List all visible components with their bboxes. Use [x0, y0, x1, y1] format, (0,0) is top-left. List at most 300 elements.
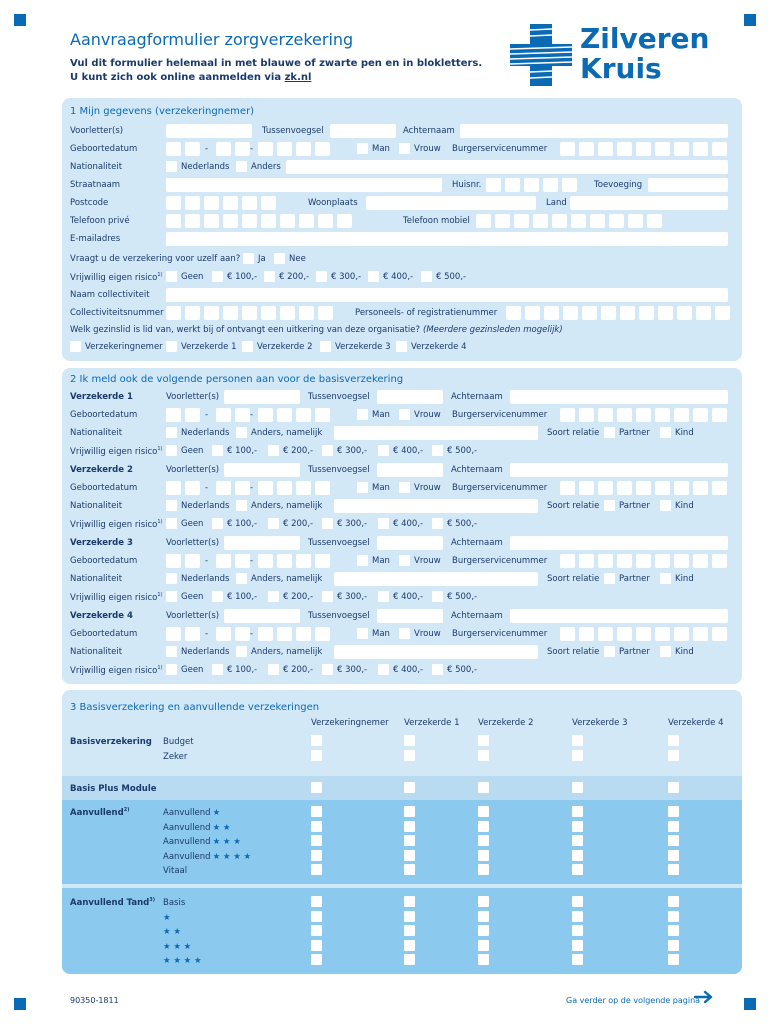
basis-option-0-col4-checkbox[interactable]: [668, 735, 679, 746]
basis-option-0-col2-checkbox[interactable]: [478, 735, 489, 746]
v1-nationaliteit-anders-input[interactable]: [334, 426, 538, 440]
collectiviteitsnummer-cell[interactable]: [318, 306, 333, 320]
tand-option-3-col0-checkbox[interactable]: [311, 940, 322, 951]
v4-bsn-cell[interactable]: [579, 627, 594, 641]
tand-option-4-col3-checkbox[interactable]: [572, 954, 583, 965]
aanvullend-option-1-col1-checkbox[interactable]: [404, 821, 415, 832]
telefoon-mobiel-cell[interactable]: [552, 214, 567, 228]
v4-geboortedatum-year-cell[interactable]: [258, 627, 273, 641]
bsn-cell[interactable]: [579, 142, 594, 156]
tand-option-4-col2-checkbox[interactable]: [478, 954, 489, 965]
telefoon-mobiel-cell[interactable]: [476, 214, 491, 228]
v3-bsn-cell[interactable]: [636, 554, 651, 568]
telefoon-mobiel-cell[interactable]: [533, 214, 548, 228]
aanvullend-option-0-col0-checkbox[interactable]: [311, 806, 322, 817]
basis-option-1-col4-checkbox[interactable]: [668, 750, 679, 761]
v3-bsn-cell[interactable]: [674, 554, 689, 568]
v1-eigen-risico-geen-checkbox[interactable]: [166, 445, 177, 456]
aanvullend-option-0-col4-checkbox[interactable]: [668, 806, 679, 817]
basis-option-1-col2-checkbox[interactable]: [478, 750, 489, 761]
aanvullend-option-3-col4-checkbox[interactable]: [668, 850, 679, 861]
v4-nationaliteit-nederlands-checkbox[interactable]: [166, 646, 177, 657]
v4-bsn-cell[interactable]: [617, 627, 632, 641]
v3-nationaliteit-nederlands-checkbox[interactable]: [166, 573, 177, 584]
v2-bsn-cell[interactable]: [655, 481, 670, 495]
v3-achternaam-input[interactable]: [510, 536, 728, 550]
basis-option-1-col0-checkbox[interactable]: [311, 750, 322, 761]
v1-eigen-risico-er200-checkbox[interactable]: [268, 445, 279, 456]
v4-nationaliteit-anders-checkbox[interactable]: [236, 646, 247, 657]
personeelsnummer-cell[interactable]: [677, 306, 692, 320]
tand-option-1-col4-checkbox[interactable]: [668, 911, 679, 922]
aanvullend-option-4-col1-checkbox[interactable]: [404, 864, 415, 875]
v3-geboortedatum-year-cell[interactable]: [258, 554, 273, 568]
gezinslid-verzekerde-3-label: Verzekerde 3: [335, 342, 391, 352]
v3-geboortedatum-year-cell[interactable]: [315, 554, 330, 568]
telefoon-mobiel-cell[interactable]: [495, 214, 510, 228]
v2-eigen-risico-er300-checkbox[interactable]: [322, 518, 333, 529]
collectiviteitsnummer-cell[interactable]: [223, 306, 238, 320]
v3-tussenvoegsel-input[interactable]: [377, 536, 443, 550]
v1-geboortedatum-year-cell[interactable]: [315, 408, 330, 422]
v1-geboortedatum-year-cell[interactable]: [277, 408, 292, 422]
v2-geboortedatum-month-cell[interactable]: [235, 481, 250, 495]
v2-bsn-cell[interactable]: [693, 481, 708, 495]
personeelsnummer-cell[interactable]: [658, 306, 673, 320]
tand-option-2-col3-checkbox[interactable]: [572, 925, 583, 936]
tand-option-0-col1-checkbox[interactable]: [404, 896, 415, 907]
v3-eigen-risico-er500-checkbox[interactable]: [432, 591, 443, 602]
v2-bsn-cell[interactable]: [674, 481, 689, 495]
v3-eigen-risico-er300-checkbox[interactable]: [322, 591, 333, 602]
v2-geboortedatum-day-cell[interactable]: [166, 481, 181, 495]
v1-bsn-cell[interactable]: [693, 408, 708, 422]
v2-eigen-risico-geen-checkbox[interactable]: [166, 518, 177, 529]
v2-eigen-risico-er100-checkbox[interactable]: [212, 518, 223, 529]
bsn-cell[interactable]: [712, 142, 727, 156]
email-input[interactable]: [166, 232, 728, 246]
v3-eigen-risico-er200-checkbox[interactable]: [268, 591, 279, 602]
v3-bsn-cell[interactable]: [693, 554, 708, 568]
v2-tussenvoegsel-input[interactable]: [377, 463, 443, 477]
postcode-cell[interactable]: [166, 196, 181, 210]
v2-nationaliteit-anders-input[interactable]: [334, 499, 538, 513]
tussenvoegsel-input[interactable]: [330, 124, 396, 138]
land-input[interactable]: [570, 196, 728, 210]
huisnr-cell[interactable]: [562, 178, 577, 192]
v3-bsn-cell[interactable]: [579, 554, 594, 568]
v1-bsn-cell[interactable]: [655, 408, 670, 422]
eigen-risico-er200-checkbox[interactable]: [264, 271, 275, 282]
v1-soort-relatie-label: Soort relatie: [547, 428, 600, 438]
tand-option-4-col4-checkbox[interactable]: [668, 954, 679, 965]
bsn-cell[interactable]: [560, 142, 575, 156]
naam-collectiviteit-input[interactable]: [166, 288, 728, 302]
gezinslid-verzekerde-3-checkbox[interactable]: [320, 341, 331, 352]
eigen-risico-er100-checkbox[interactable]: [212, 271, 223, 282]
v4-eigen-risico-er200-checkbox[interactable]: [268, 664, 279, 675]
basis-option-0-col1-checkbox[interactable]: [404, 735, 415, 746]
v3-nationaliteit-anders-checkbox[interactable]: [236, 573, 247, 584]
v1-eigen-risico-er400-checkbox[interactable]: [378, 445, 389, 456]
v1-geboortedatum-year-cell[interactable]: [258, 408, 273, 422]
v3-bsn-cell[interactable]: [712, 554, 727, 568]
v1-bsn-cell[interactable]: [636, 408, 651, 422]
telefoon-mobiel-cell[interactable]: [590, 214, 605, 228]
v4-geboortedatum-year-cell[interactable]: [277, 627, 292, 641]
tand-option-4-col0-checkbox[interactable]: [311, 954, 322, 965]
v2-eigen-risico-er400-checkbox[interactable]: [378, 518, 389, 529]
v1-nationaliteit-anders-checkbox[interactable]: [236, 427, 247, 438]
huisnr-cell[interactable]: [486, 178, 501, 192]
v2-eigen-risico-er200-checkbox[interactable]: [268, 518, 279, 529]
v4-achternaam-input[interactable]: [510, 609, 728, 623]
tand-option-0-col4-checkbox[interactable]: [668, 896, 679, 907]
geboortedatum-year-cell[interactable]: [315, 142, 330, 156]
aanvullend-option-3-col3-checkbox[interactable]: [572, 850, 583, 861]
gezinslid-verzekerde-2-checkbox[interactable]: [242, 341, 253, 352]
eigen-risico-er400-checkbox[interactable]: [368, 271, 379, 282]
v2-relatie-kind-checkbox[interactable]: [660, 500, 671, 511]
bsn-cell[interactable]: [674, 142, 689, 156]
bsn-cell[interactable]: [655, 142, 670, 156]
aanvullend-option-4-col2-checkbox[interactable]: [478, 864, 489, 875]
v4-bsn-cell[interactable]: [598, 627, 613, 641]
aanvullend-option-2-col3-checkbox[interactable]: [572, 835, 583, 846]
v4-geboortedatum-month-cell[interactable]: [216, 627, 231, 641]
tand-option-2-col1-checkbox[interactable]: [404, 925, 415, 936]
woonplaats-input[interactable]: [366, 196, 536, 210]
aanvullend-option-4-col4-checkbox[interactable]: [668, 864, 679, 875]
v3-bsn-cell[interactable]: [617, 554, 632, 568]
aanvullend-option-1-col3-checkbox[interactable]: [572, 821, 583, 832]
aanvullend-option-0-col2-checkbox[interactable]: [478, 806, 489, 817]
v1-geboortedatum-month-cell[interactable]: [235, 408, 250, 422]
gender-man-checkbox[interactable]: [357, 143, 368, 154]
basis-option-1-col3-checkbox[interactable]: [572, 750, 583, 761]
v1-relatie-kind-checkbox[interactable]: [660, 427, 671, 438]
v2-relatie-partner-checkbox[interactable]: [604, 500, 615, 511]
aanvullend-option-1-col2-checkbox[interactable]: [478, 821, 489, 832]
telefoon-mobiel-cell[interactable]: [571, 214, 586, 228]
tand-option-3-col1-checkbox[interactable]: [404, 940, 415, 951]
v1-geboortedatum-year-cell[interactable]: [296, 408, 311, 422]
v1-bsn-cell[interactable]: [598, 408, 613, 422]
postcode-cell[interactable]: [204, 196, 219, 210]
v4-eigen-risico-er300-checkbox[interactable]: [322, 664, 333, 675]
tand-option-3-col4-checkbox[interactable]: [668, 940, 679, 951]
personeelsnummer-cell[interactable]: [601, 306, 616, 320]
v4-geboortedatum-year-cell[interactable]: [315, 627, 330, 641]
tand-option-0-col0-checkbox[interactable]: [311, 896, 322, 907]
geboortedatum-month-cell[interactable]: [216, 142, 231, 156]
aanvullend-option-2-col1-checkbox[interactable]: [404, 835, 415, 846]
v3-eigen-risico-er500-label: € 500,-: [447, 592, 478, 602]
collectiviteitsnummer-cell[interactable]: [280, 306, 295, 320]
v4-geboortedatum-month-cell[interactable]: [235, 627, 250, 641]
v4-bsn-cell[interactable]: [636, 627, 651, 641]
eigen-risico-er500-checkbox[interactable]: [421, 271, 432, 282]
telefoon-prive-cell[interactable]: [337, 214, 352, 228]
v3-bsn-cell[interactable]: [655, 554, 670, 568]
v1-geboortedatum-day-cell[interactable]: [166, 408, 181, 422]
v4-tussenvoegsel-input[interactable]: [377, 609, 443, 623]
toevoeging-input[interactable]: [648, 178, 728, 192]
telefoon-prive-cell[interactable]: [318, 214, 333, 228]
tand-option-2-col2-checkbox[interactable]: [478, 925, 489, 936]
basis-option-1-col1-checkbox[interactable]: [404, 750, 415, 761]
personeelsnummer-cell[interactable]: [506, 306, 521, 320]
v3-geboortedatum-day-cell[interactable]: [185, 554, 200, 568]
aanvullend-option-4-col0-checkbox[interactable]: [311, 864, 322, 875]
personeelsnummer-cell[interactable]: [525, 306, 540, 320]
v3-voorletters-input[interactable]: [224, 536, 300, 550]
v3-relatie-partner-checkbox[interactable]: [604, 573, 615, 584]
v3-eigen-risico-er100-checkbox[interactable]: [212, 591, 223, 602]
v4-eigen-risico-er500-checkbox[interactable]: [432, 664, 443, 675]
v2-gender-man-checkbox[interactable]: [357, 482, 368, 493]
tand-option-1-col3-checkbox[interactable]: [572, 911, 583, 922]
v4-relatie-partner-checkbox[interactable]: [604, 646, 615, 657]
gezinslid-verzekeringnemer-checkbox[interactable]: [70, 341, 81, 352]
telefoon-mobiel-cell[interactable]: [609, 214, 624, 228]
v2-geboortedatum-year-cell[interactable]: [258, 481, 273, 495]
v4-bsn-cell[interactable]: [655, 627, 670, 641]
aanvullend-option-2-col2-checkbox[interactable]: [478, 835, 489, 846]
v1-eigen-risico-er100-checkbox[interactable]: [212, 445, 223, 456]
tand-option-1-col0-checkbox[interactable]: [311, 911, 322, 922]
v2-bsn-cell[interactable]: [560, 481, 575, 495]
huisnr-cell[interactable]: [505, 178, 520, 192]
v2-geboortedatum-year-cell[interactable]: [296, 481, 311, 495]
v1-gender-vrouw-checkbox[interactable]: [399, 409, 410, 420]
tand-option-0-col3-checkbox[interactable]: [572, 896, 583, 907]
v1-bsn-cell[interactable]: [674, 408, 689, 422]
personeelsnummer-cell[interactable]: [620, 306, 635, 320]
v3-gender-vrouw-checkbox[interactable]: [399, 555, 410, 566]
basis-option-0-col0-checkbox[interactable]: [311, 735, 322, 746]
v3-nationaliteit-anders-input[interactable]: [334, 572, 538, 586]
v4-bsn-cell[interactable]: [560, 627, 575, 641]
v4-geboortedatum-day-cell[interactable]: [185, 627, 200, 641]
tand-option-4-col1-checkbox[interactable]: [404, 954, 415, 965]
v3-geboortedatum-month-cell[interactable]: [235, 554, 250, 568]
geboortedatum-day-cell[interactable]: [166, 142, 181, 156]
telefoon-prive-cell[interactable]: [166, 214, 181, 228]
aanvullend-option-1-col0-checkbox[interactable]: [311, 821, 322, 832]
eigen-risico-geen-checkbox[interactable]: [166, 271, 177, 282]
v1-voorletters-input[interactable]: [224, 390, 300, 404]
nationaliteit-nederlands-checkbox[interactable]: [166, 161, 177, 172]
geboortedatum-day-cell[interactable]: [185, 142, 200, 156]
v1-eigen-risico-er500-checkbox[interactable]: [432, 445, 443, 456]
v3-eigen-risico-geen-checkbox[interactable]: [166, 591, 177, 602]
v1-tussenvoegsel-input[interactable]: [377, 390, 443, 404]
v2-voorletters-input[interactable]: [224, 463, 300, 477]
geboortedatum-year-cell[interactable]: [296, 142, 311, 156]
straatnaam-input[interactable]: [166, 178, 442, 192]
v3-gender-man-checkbox[interactable]: [357, 555, 368, 566]
postcode-cell[interactable]: [242, 196, 257, 210]
v2-geboortedatum-year-cell[interactable]: [277, 481, 292, 495]
v4-bsn-cell[interactable]: [693, 627, 708, 641]
telefoon-prive-cell[interactable]: [242, 214, 257, 228]
v2-gender-vrouw-checkbox[interactable]: [399, 482, 410, 493]
v2-bsn-cell[interactable]: [636, 481, 651, 495]
v4-eigen-risico-er100-checkbox[interactable]: [212, 664, 223, 675]
v3-eigen-risico-er400-checkbox[interactable]: [378, 591, 389, 602]
aanvullend-option-3-col2-checkbox[interactable]: [478, 850, 489, 861]
v1-eigen-risico-er300-checkbox[interactable]: [322, 445, 333, 456]
personeelsnummer-cell[interactable]: [696, 306, 711, 320]
collectiviteitsnummer-cell[interactable]: [185, 306, 200, 320]
geboortedatum-year-cell[interactable]: [277, 142, 292, 156]
v2-bsn-cell[interactable]: [712, 481, 727, 495]
telefoon-prive-cell[interactable]: [261, 214, 276, 228]
v2-eigen-risico-er500-checkbox[interactable]: [432, 518, 443, 529]
aanvullend-option-3-col1-checkbox[interactable]: [404, 850, 415, 861]
v2-geboortedatum-month-cell[interactable]: [216, 481, 231, 495]
bsn-cell[interactable]: [617, 142, 632, 156]
v3-geboortedatum-day-cell[interactable]: [166, 554, 181, 568]
v4-bsn-cell[interactable]: [712, 627, 727, 641]
telefoon-mobiel-cell[interactable]: [628, 214, 643, 228]
telefoon-mobiel-cell[interactable]: [514, 214, 529, 228]
personeelsnummer-cell[interactable]: [639, 306, 654, 320]
huisnr-cell[interactable]: [543, 178, 558, 192]
basis-plus-col1-checkbox[interactable]: [404, 782, 415, 793]
eigen-risico-er300-checkbox[interactable]: [316, 271, 327, 282]
v2-geboortedatum-day-cell[interactable]: [185, 481, 200, 495]
basis-plus-col4-checkbox[interactable]: [668, 782, 679, 793]
v1-gender-man-checkbox[interactable]: [357, 409, 368, 420]
v4-voorletters-input[interactable]: [224, 609, 300, 623]
tand-option-text: Basis: [163, 898, 186, 908]
tand-option-3-col2-checkbox[interactable]: [478, 940, 489, 951]
v3-bsn-cell[interactable]: [560, 554, 575, 568]
v4-geboortedatum-day-cell[interactable]: [166, 627, 181, 641]
v2-bsn-cell[interactable]: [617, 481, 632, 495]
aanvullend-option-3-col0-checkbox[interactable]: [311, 850, 322, 861]
aanvullend-option-2-col0-checkbox[interactable]: [311, 835, 322, 846]
bsn-cell[interactable]: [636, 142, 651, 156]
collectiviteitsnummer-cell[interactable]: [166, 306, 181, 320]
v4-eigen-risico-er400-checkbox[interactable]: [378, 664, 389, 675]
postcode-cell[interactable]: [261, 196, 276, 210]
tand-option-1-col2-checkbox[interactable]: [478, 911, 489, 922]
v2-geboortedatum-year-cell[interactable]: [315, 481, 330, 495]
v1-bsn-cell[interactable]: [617, 408, 632, 422]
v3-relatie-kind-checkbox[interactable]: [660, 573, 671, 584]
achternaam-input[interactable]: [460, 124, 728, 138]
v4-nationaliteit-anders-input[interactable]: [334, 645, 538, 659]
geboortedatum-year-cell[interactable]: [258, 142, 273, 156]
tand-option-2-col0-checkbox[interactable]: [311, 925, 322, 936]
v1-geboortedatum-month-cell[interactable]: [216, 408, 231, 422]
v2-achternaam-label: Achternaam: [451, 465, 503, 475]
basis-option-0-col3-checkbox[interactable]: [572, 735, 583, 746]
collectiviteitsnummer-cell[interactable]: [299, 306, 314, 320]
aanvullend-option-text: Aanvullend: [163, 822, 211, 833]
voorletters-input[interactable]: [166, 124, 252, 138]
v2-bsn-cell[interactable]: [579, 481, 594, 495]
collectiviteitsnummer-cell[interactable]: [204, 306, 219, 320]
personeelsnummer-cell[interactable]: [582, 306, 597, 320]
huisnr-cell[interactable]: [524, 178, 539, 192]
aanvullend-option-0-col3-checkbox[interactable]: [572, 806, 583, 817]
tand-option-0-col2-checkbox[interactable]: [478, 896, 489, 907]
bsn-cell[interactable]: [598, 142, 613, 156]
v1-achternaam-input[interactable]: [510, 390, 728, 404]
v1-bsn-cell[interactable]: [712, 408, 727, 422]
postcode-cell[interactable]: [185, 196, 200, 210]
v4-gender-vrouw-checkbox[interactable]: [399, 628, 410, 639]
geboortedatum-month-cell[interactable]: [235, 142, 250, 156]
v4-gender-man-checkbox[interactable]: [357, 628, 368, 639]
telefoon-mobiel-cell[interactable]: [647, 214, 662, 228]
collectiviteitsnummer-cell[interactable]: [261, 306, 276, 320]
vraagt-ja-checkbox[interactable]: [243, 253, 254, 264]
v2-achternaam-input[interactable]: [510, 463, 728, 477]
v1-nationaliteit-nederlands-checkbox[interactable]: [166, 427, 177, 438]
personeelsnummer-cell[interactable]: [563, 306, 578, 320]
v1-relatie-partner-checkbox[interactable]: [604, 427, 615, 438]
v2-nationaliteit-anders-checkbox[interactable]: [236, 500, 247, 511]
basis-plus-col3-checkbox[interactable]: [572, 782, 583, 793]
telefoon-prive-cell[interactable]: [280, 214, 295, 228]
postcode-cell[interactable]: [223, 196, 238, 210]
telefoon-prive-cell[interactable]: [204, 214, 219, 228]
v3-bsn-cell[interactable]: [598, 554, 613, 568]
v1-geboortedatum-day-cell[interactable]: [185, 408, 200, 422]
aanvullend-option-1-col4-checkbox[interactable]: [668, 821, 679, 832]
tand-option-2-col4-checkbox[interactable]: [668, 925, 679, 936]
v2-bsn-cell[interactable]: [598, 481, 613, 495]
tand-option-1-col1-checkbox[interactable]: [404, 911, 415, 922]
gezinslid-verzekerde-1-checkbox[interactable]: [166, 341, 177, 352]
v4-geboortedatum-year-cell[interactable]: [296, 627, 311, 641]
v4-eigen-risico-geen-checkbox[interactable]: [166, 664, 177, 675]
telefoon-prive-cell[interactable]: [223, 214, 238, 228]
v3-geboortedatum-month-cell[interactable]: [216, 554, 231, 568]
bsn-cell[interactable]: [693, 142, 708, 156]
telefoon-prive-cell[interactable]: [299, 214, 314, 228]
basis-plus-col0-checkbox[interactable]: [311, 782, 322, 793]
tand-option-3-col3-checkbox[interactable]: [572, 940, 583, 951]
v3-geboortedatum-year-cell[interactable]: [277, 554, 292, 568]
vraagt-nee-checkbox[interactable]: [274, 253, 285, 264]
v4-relatie-kind-checkbox[interactable]: [660, 646, 671, 657]
v1-bsn-cell[interactable]: [560, 408, 575, 422]
personeelsnummer-cell[interactable]: [715, 306, 730, 320]
basis-plus-col2-checkbox[interactable]: [478, 782, 489, 793]
aanvullend-option-4-col3-checkbox[interactable]: [572, 864, 583, 875]
telefoon-prive-cell[interactable]: [185, 214, 200, 228]
aanvullend-option-0-col1-checkbox[interactable]: [404, 806, 415, 817]
aanvullend-option-2-col4-checkbox[interactable]: [668, 835, 679, 846]
gezinslid-verzekerde-4-checkbox[interactable]: [396, 341, 407, 352]
v4-bsn-cell[interactable]: [674, 627, 689, 641]
nationaliteit-anders-checkbox[interactable]: [236, 161, 247, 172]
personeelsnummer-cell[interactable]: [544, 306, 559, 320]
collectiviteitsnummer-cell[interactable]: [242, 306, 257, 320]
gender-vrouw-checkbox[interactable]: [399, 143, 410, 154]
v3-geboortedatum-year-cell[interactable]: [296, 554, 311, 568]
v1-bsn-cell[interactable]: [579, 408, 594, 422]
v2-nationaliteit-nederlands-checkbox[interactable]: [166, 500, 177, 511]
nationaliteit-anders-input[interactable]: [286, 160, 728, 174]
online-link[interactable]: zk.nl: [284, 72, 312, 83]
